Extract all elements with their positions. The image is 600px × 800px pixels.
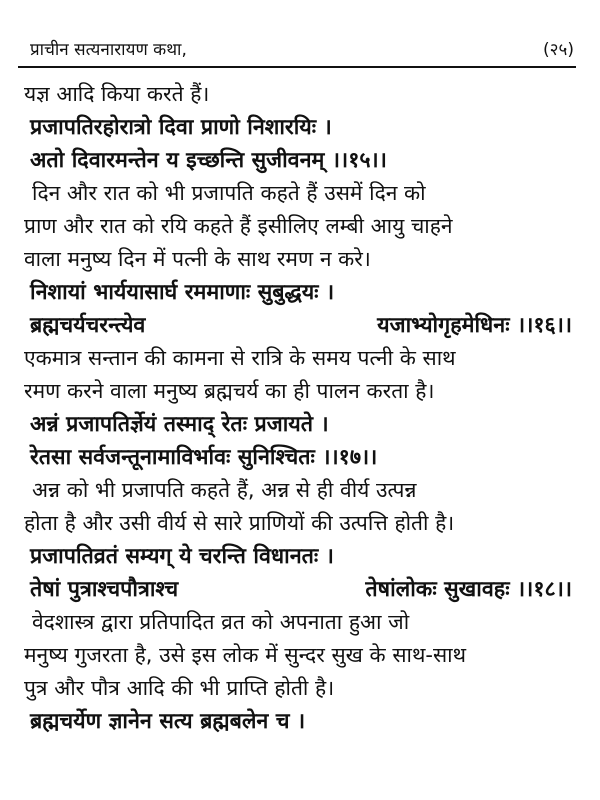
prose-line: वाला मनुष्य दिन में पत्नी के साथ रमण न करे। <box>24 247 371 271</box>
prose-line: वेदशास्त्र द्वारा प्रतिपादित व्रत को अपनाता हुआ जो <box>32 610 410 634</box>
running-title: प्राचीन सत्यनारायण कथा, <box>30 40 187 60</box>
verse-line: रेतसा सर्वजन्तूनामाविर्भावः सुनिश्चितः ।।१७।। <box>30 445 378 470</box>
page-number: (२५) <box>543 40 574 60</box>
prose-line: होता है और उसी वीर्य से सारे प्राणियों की उत्पत्ति होती है। <box>24 511 455 535</box>
prose-line: प्राण और रात को रयि कहते हैं इसीलिए लम्बी आयु चाहने <box>24 214 453 238</box>
prose-line: पुत्र और पौत्र आदि की भी प्राप्ति होती है। <box>24 676 335 700</box>
verse-line: निशायां भार्ययासार्घ रममाणाः सुबुद्धयः । <box>30 280 335 305</box>
prose-line: यज्ञ आदि किया करते हैं। <box>24 82 210 106</box>
prose-line: अन्न को भी प्रजापति कहते हैं, अन्न से ही वीर्य उत्पन्न <box>32 478 417 502</box>
verse-line: प्रजापतिव्रतं सम्यग् ये चरन्ति विधानतः । <box>30 544 334 569</box>
prose-line: एकमात्र सन्तान की कामना से रात्रि के समय पत्नी के साथ <box>24 346 456 370</box>
verse-line: ब्रह्मचर्येण ज्ञानेन सत्य ब्रह्मबलेन च । <box>30 709 306 734</box>
page-body <box>24 78 576 738</box>
verse-line: अतो दिवारमन्तेन य इच्छन्ति सुजीवनम् ।।१५।। <box>30 148 387 173</box>
prose-line: रमण करने वाला मनुष्य ब्रह्मचर्य का ही पालन करता है। <box>24 379 435 403</box>
verse-line-left: ब्रह्मचर्यचरन्त्येव <box>30 313 146 338</box>
prose-line: मनुष्य गुजरता है, उसे इस लोक में सुन्दर सुख के साथ-साथ <box>24 643 467 667</box>
verse-line <box>24 573 576 606</box>
verse-line-right: तेषांलोकः सुखावहः ।।१८।। <box>365 577 572 602</box>
header-rule <box>18 66 576 68</box>
verse-line: अन्नं प्रजापतिर्ज्ञेयं तस्माद् रेतः प्रजायते । <box>30 412 329 437</box>
verse-line <box>24 309 576 342</box>
prose-line: दिन और रात को भी प्रजापति कहते हैं उसमें दिन को <box>32 181 426 205</box>
verse-line-right: यजाभ्योगृहमेधिनः ।।१६।। <box>377 313 572 338</box>
verse-line-left: तेषां पुत्राश्चपौत्राश्च <box>30 577 179 602</box>
page-header <box>18 8 578 60</box>
verse-line: प्रजापतिरहोरात्रो दिवा प्राणो निशारयिः । <box>30 115 332 140</box>
